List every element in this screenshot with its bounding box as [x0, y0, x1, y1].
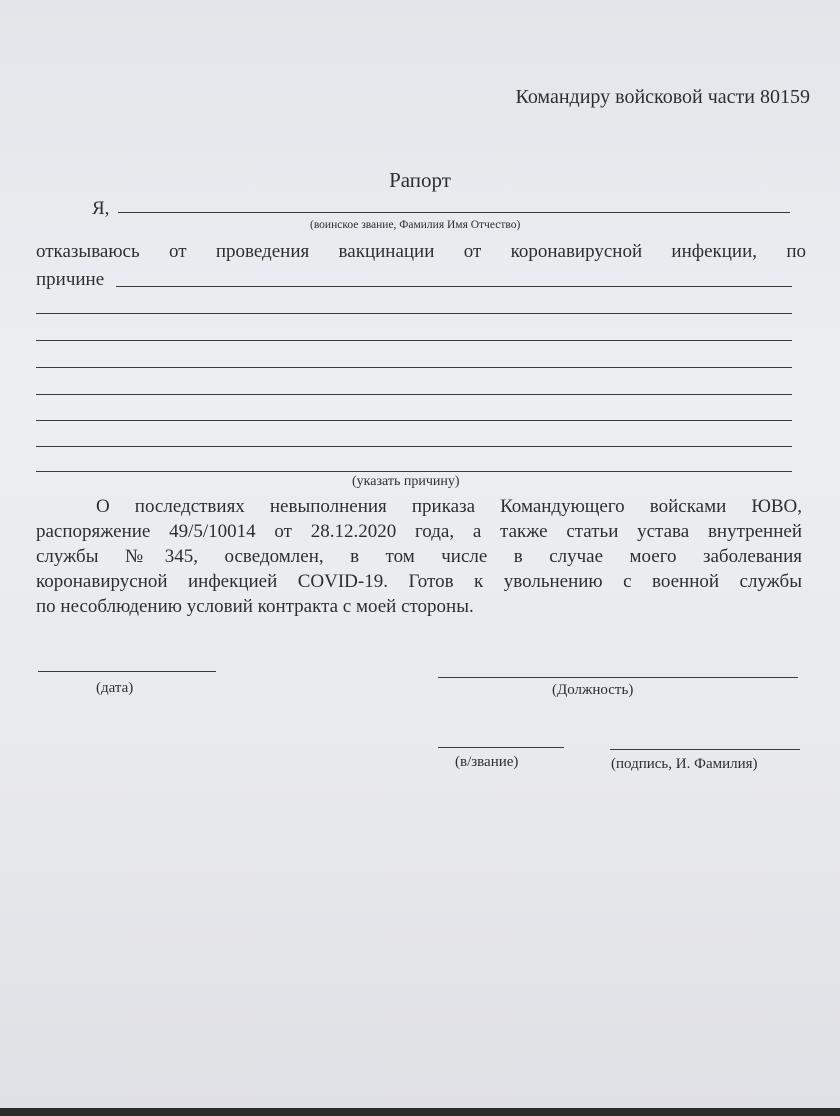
reason-line-4 [36, 367, 792, 368]
consequences-line-5: по несоблюдению условий контракта с моей стороны. [36, 596, 474, 617]
refusal-text: отказываюсь от проведения вакцинации от коронавирусной инфекции, по [36, 241, 806, 262]
reason-line-7 [36, 446, 792, 447]
addressee: Командиру войсковой части 80159 [515, 86, 810, 108]
date-blank-line [38, 671, 216, 672]
signature-blank-line [610, 749, 800, 750]
consequences-line-3: службы №345, осведомлен, в том числе в случае моего заболевания [36, 546, 802, 567]
position-caption: (Должность) [552, 682, 634, 698]
position-blank-line [438, 677, 798, 678]
intro-word: Я, [92, 198, 110, 219]
signature-caption: (подпись, И. Фамилия) [611, 756, 758, 772]
date-caption: (дата) [96, 680, 134, 696]
reason-line-6 [36, 420, 792, 421]
page-bottom-edge [0, 1108, 840, 1116]
consequences-line-2: распоряжение 49/5/10014 от 28.12.2020 года, а также статьи устава внутренней [36, 521, 802, 542]
reason-line-5 [36, 394, 792, 395]
reason-caption: (указать причину) [352, 474, 460, 489]
consequences-paragraph [36, 494, 802, 619]
document-title: Рапорт [389, 168, 451, 192]
rank-blank-line [438, 747, 564, 748]
name-caption: (воинское звание, Фамилия Имя Отчество) [310, 219, 521, 231]
reason-line-3 [36, 340, 792, 341]
reason-line-8 [36, 471, 792, 472]
reason-line-1 [116, 286, 792, 287]
consequences-line-4: коронавирусной инфекцией COVID-19. Готов к увольнению с военной службы [36, 571, 802, 592]
reason-line-2 [36, 313, 792, 314]
rank-caption: (в/звание) [455, 754, 519, 770]
consequences-line-1: О последствиях невыполнения приказа Командующего войсками ЮВО, [96, 496, 802, 517]
reason-word: причине [36, 269, 105, 290]
name-blank-line [118, 212, 790, 213]
